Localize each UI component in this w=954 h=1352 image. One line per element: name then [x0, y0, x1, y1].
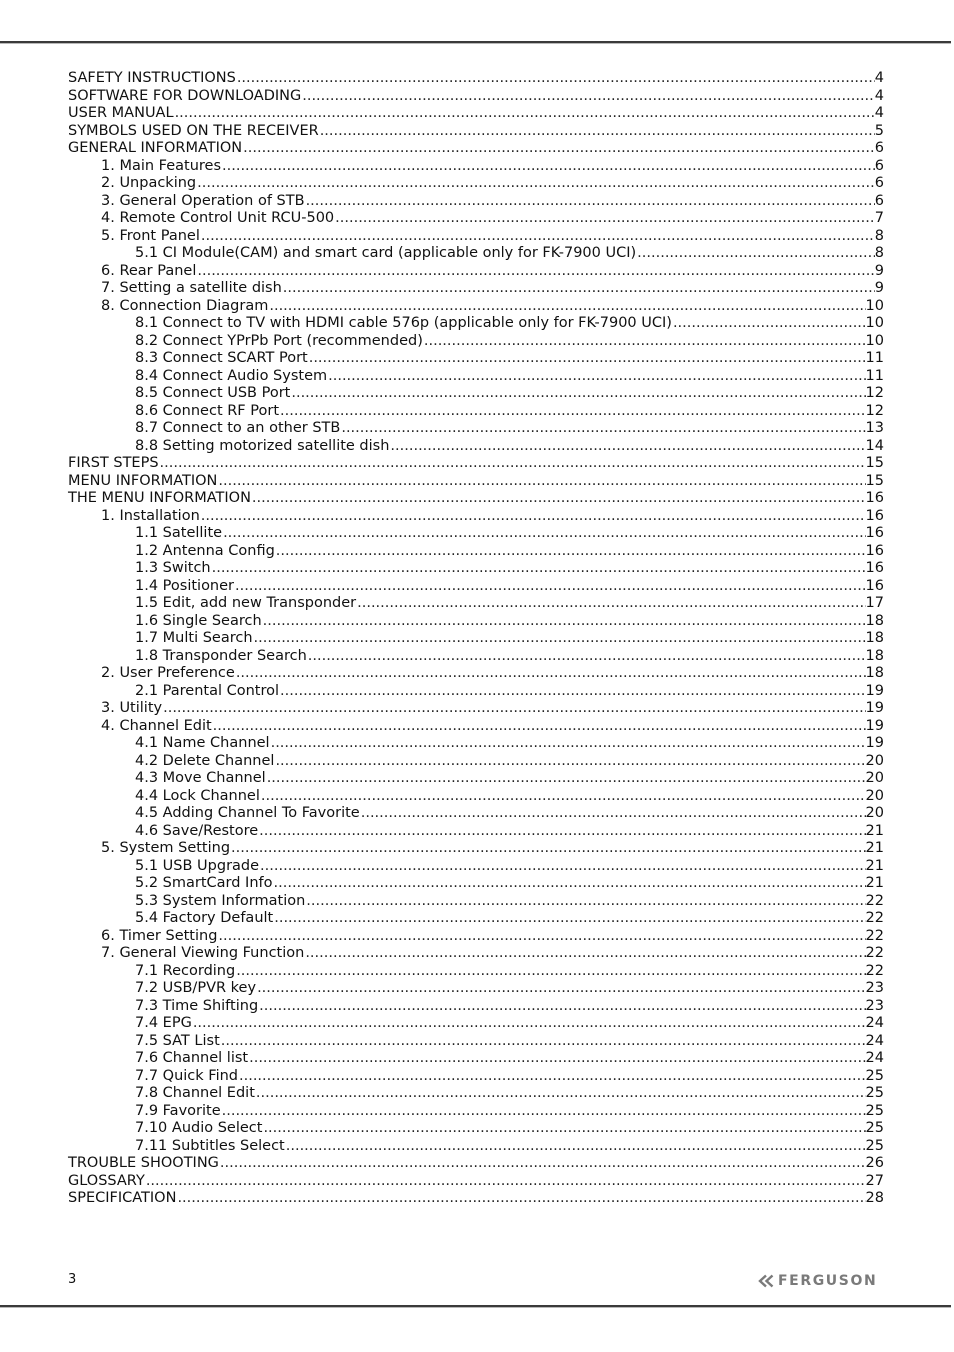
toc-entry	[68, 770, 884, 788]
toc-entry	[68, 333, 884, 351]
dot-leader	[212, 718, 866, 736]
dot-leader	[248, 1050, 865, 1068]
toc-entry-page: 22	[865, 927, 884, 944]
toc-entry	[68, 438, 884, 456]
toc-entry-page: 18	[865, 665, 884, 681]
dot-leader	[242, 140, 875, 158]
toc-entry	[68, 420, 884, 438]
dot-leader	[258, 998, 865, 1016]
toc-entry-page: 18	[865, 647, 884, 664]
toc-entry	[68, 560, 884, 578]
toc-entry-title: 5. Front Panel	[101, 227, 200, 244]
toc-entry	[68, 1120, 884, 1138]
dot-leader	[219, 1155, 866, 1173]
dot-leader	[273, 875, 866, 893]
toc-entry	[68, 963, 884, 981]
dot-leader	[251, 490, 866, 508]
dot-leader	[217, 928, 865, 946]
toc-entry	[68, 158, 884, 176]
toc-entry-page: 25	[865, 1137, 884, 1154]
dot-leader	[360, 805, 866, 823]
toc-entry-title: 8.5 Connect USB Port	[135, 385, 291, 401]
dot-leader	[238, 1068, 866, 1086]
toc-entry	[68, 368, 884, 386]
toc-entry	[68, 228, 884, 246]
toc-entry-title: 4.4 Lock Channel	[135, 787, 260, 804]
dot-leader	[253, 630, 866, 648]
dot-leader	[266, 770, 866, 788]
toc-entry	[68, 105, 884, 123]
toc-entry-title: USER MANUAL	[68, 105, 174, 121]
toc-entry	[68, 980, 884, 998]
toc-entry	[68, 718, 884, 736]
toc-entry-page: 10	[865, 315, 884, 331]
toc-entry	[68, 88, 884, 106]
dot-leader	[305, 893, 865, 911]
toc-entry	[68, 665, 884, 683]
toc-entry-page: 24	[865, 1015, 884, 1031]
dot-leader	[176, 1190, 865, 1208]
toc-entry	[68, 1103, 884, 1121]
toc-entry-page: 8	[874, 245, 884, 261]
toc-entry	[68, 683, 884, 701]
toc-entry-page: 11	[865, 367, 884, 384]
toc-entry-page: 23	[865, 980, 884, 996]
toc-entry-title: 4.1 Name Channel	[135, 735, 270, 751]
toc-entry-page: 10	[865, 332, 884, 349]
toc-entry-title: 2. Unpacking	[101, 175, 197, 191]
toc-entry-page: 4	[874, 105, 884, 121]
toc-entry-title: 7.11 Subtitles Select	[135, 1137, 285, 1154]
toc-entry	[68, 210, 884, 228]
toc-entry-title: 5.1 CI Module(CAM) and smart card (applicable only for FK-7900 UCI)	[135, 245, 637, 261]
dot-leader	[221, 158, 875, 176]
toc-entry-page: 24	[865, 1050, 884, 1066]
dot-leader	[279, 683, 866, 701]
dot-leader	[159, 455, 866, 473]
dot-leader	[275, 543, 866, 561]
toc-entry-page: 6	[874, 140, 884, 156]
dot-leader	[423, 333, 866, 351]
toc-entry-title: 7.6 Channel list	[135, 1050, 249, 1066]
toc-entry	[68, 123, 884, 141]
toc-entry-title: 3. General Operation of STB	[101, 192, 305, 209]
dot-leader	[270, 735, 866, 753]
toc-entry-page: 12	[865, 402, 884, 419]
toc-entry-page: 13	[865, 420, 884, 436]
dot-leader	[230, 840, 866, 858]
toc-entry-title: 5.1 USB Upgrade	[135, 857, 260, 874]
dot-leader	[636, 245, 875, 263]
toc-entry-page: 6	[874, 175, 884, 191]
toc-entry	[68, 998, 884, 1016]
toc-entry-page: 16	[865, 490, 884, 506]
toc-entry	[68, 805, 884, 823]
toc-entry-title: MENU INFORMATION	[68, 472, 218, 489]
dot-leader	[200, 228, 875, 246]
dot-leader	[162, 700, 865, 718]
toc-entry-page: 25	[865, 1120, 884, 1136]
toc-entry-title: 7.8 Channel Edit	[135, 1085, 255, 1101]
toc-entry	[68, 473, 884, 491]
dot-leader	[340, 420, 865, 438]
toc-entry-page: 6	[874, 157, 884, 174]
toc-entry-title: 4.5 Adding Channel To Favorite	[135, 805, 360, 821]
dot-leader	[327, 368, 865, 386]
toc-entry-page: 22	[865, 962, 884, 979]
toc-entry-page: 16	[865, 560, 884, 576]
toc-entry	[68, 1190, 884, 1208]
toc-entry	[68, 648, 884, 666]
dot-leader	[279, 403, 866, 421]
dot-leader	[260, 788, 866, 806]
toc-entry-title: SPECIFICATION	[68, 1190, 177, 1206]
toc-entry-title: 2. User Preference	[101, 665, 235, 681]
toc-entry-page: 4	[874, 70, 884, 86]
toc-entry-page: 21	[865, 875, 884, 891]
dot-leader	[274, 753, 865, 771]
dot-leader	[389, 438, 865, 456]
toc-entry	[68, 245, 884, 263]
toc-entry	[68, 945, 884, 963]
dot-leader	[258, 823, 865, 841]
toc-entry	[68, 753, 884, 771]
toc-entry-page: 25	[865, 1085, 884, 1101]
toc-entry-title: 4.2 Delete Channel	[135, 752, 275, 769]
toc-entry-page: 18	[865, 630, 884, 646]
toc-entry-title: 1.1 Satellite	[135, 525, 223, 541]
toc-entry-page: 4	[874, 87, 884, 104]
dot-leader	[301, 88, 875, 106]
toc-entry	[68, 175, 884, 193]
toc-entry-title: FIRST STEPS	[68, 455, 159, 471]
toc-entry-page: 15	[865, 472, 884, 489]
toc-entry	[68, 350, 884, 368]
header-rule	[0, 41, 951, 43]
toc-entry-page: 22	[865, 910, 884, 926]
toc-entry-title: 1.6 Single Search	[135, 612, 262, 629]
dot-leader	[672, 315, 866, 333]
toc-entry-page: 22	[865, 945, 884, 961]
toc-entry	[68, 315, 884, 333]
toc-entry	[68, 490, 884, 508]
toc-entry-page: 19	[865, 717, 884, 734]
toc-entry-title: 5.3 System Information	[135, 892, 306, 909]
toc-entry-page: 20	[865, 752, 884, 769]
toc-entry-title: 4.3 Move Channel	[135, 770, 266, 786]
toc-entry-page: 25	[865, 1102, 884, 1119]
toc-entry	[68, 70, 884, 88]
dot-leader	[307, 648, 866, 666]
toc-entry	[68, 1138, 884, 1156]
dot-leader	[319, 123, 875, 141]
toc-entry-title: 8.6 Connect RF Port	[135, 402, 280, 419]
toc-entry-page: 8	[874, 227, 884, 244]
dot-leader	[234, 578, 866, 596]
toc-entry	[68, 1050, 884, 1068]
toc-entry	[68, 1173, 884, 1191]
toc-entry	[68, 735, 884, 753]
toc-entry-title: 7.2 USB/PVR key	[135, 980, 257, 996]
dot-leader	[221, 1103, 866, 1121]
dot-leader	[217, 473, 865, 491]
toc-entry-title: 8.2 Connect YPrPb Port (recommended)	[135, 332, 423, 349]
toc-entry-title: 1.5 Edit, add new Transponder	[135, 595, 357, 611]
dot-leader	[262, 613, 866, 631]
dot-leader	[304, 945, 865, 963]
toc-entry	[68, 893, 884, 911]
toc-entry-title: THE MENU INFORMATION	[68, 490, 251, 506]
dot-leader	[222, 525, 865, 543]
dot-leader	[334, 210, 875, 228]
toc-entry-page: 7	[874, 210, 884, 226]
toc-entry-title: 1.8 Transponder Search	[135, 647, 307, 664]
toc-entry-title: 1. Installation	[101, 507, 200, 524]
toc-entry-page: 22	[865, 892, 884, 909]
toc-entry-title: 5.2 SmartCard Info	[135, 875, 273, 891]
toc-entry-title: 1.2 Antenna Config	[135, 542, 275, 559]
toc-entry-title: SAFETY INSTRUCTIONS	[68, 70, 236, 86]
toc-entry-title: GLOSSARY	[68, 1172, 145, 1189]
toc-entry-title: 4. Remote Control Unit RCU-500	[101, 210, 335, 226]
toc-entry-page: 24	[865, 1032, 884, 1049]
toc-entry-title: 7. General Viewing Function	[101, 945, 305, 961]
toc-entry-title: 8. Connection Diagram	[101, 297, 269, 314]
toc-entry-page: 20	[865, 770, 884, 786]
dot-leader	[235, 963, 865, 981]
toc-entry-page: 21	[865, 822, 884, 839]
toc-entry-page: 16	[865, 525, 884, 541]
toc-entry	[68, 1033, 884, 1051]
toc-entry-title: 7.9 Favorite	[135, 1102, 221, 1119]
toc-entry-page: 16	[865, 577, 884, 594]
toc-entry	[68, 910, 884, 928]
toc-entry	[68, 280, 884, 298]
dot-leader	[305, 193, 875, 211]
footer-rule	[0, 1305, 951, 1307]
dot-leader	[211, 560, 866, 578]
toc-entry	[68, 298, 884, 316]
toc-entry-title: 1.4 Positioner	[135, 577, 235, 594]
toc-entry	[68, 1155, 884, 1173]
toc-entry-page: 10	[865, 297, 884, 314]
toc-entry-title: 1. Main Features	[101, 157, 222, 174]
toc-entry	[68, 823, 884, 841]
dot-leader	[256, 980, 865, 998]
toc-entry-title: 3. Utility	[101, 700, 163, 716]
toc-entry-page: 14	[865, 437, 884, 454]
toc-entry-page: 21	[865, 840, 884, 856]
toc-entry-page: 17	[865, 595, 884, 611]
toc-entry-title: 8.8 Setting motorized satellite dish	[135, 437, 390, 454]
toc-entry-title: SYMBOLS USED ON THE RECEIVER	[68, 122, 319, 139]
toc-entry	[68, 1015, 884, 1033]
toc-entry	[68, 578, 884, 596]
toc-entry-page: 16	[865, 507, 884, 524]
toc-entry-page: 25	[865, 1067, 884, 1084]
dot-leader	[174, 105, 875, 123]
dot-leader	[268, 298, 865, 316]
toc-entry	[68, 1085, 884, 1103]
toc-entry-title: 8.3 Connect SCART Port	[135, 350, 308, 366]
ferguson-logo-icon	[757, 1274, 776, 1288]
toc-entry	[68, 508, 884, 526]
dot-leader	[235, 665, 866, 683]
dot-leader	[196, 263, 874, 281]
toc-list	[68, 70, 884, 1208]
toc-entry	[68, 1068, 884, 1086]
dot-leader	[192, 1015, 866, 1033]
toc-entry	[68, 613, 884, 631]
toc-entry	[68, 875, 884, 893]
toc-entry-page: 18	[865, 612, 884, 629]
toc-entry-title: 5.4 Factory Default	[135, 910, 274, 926]
toc-entry-page: 19	[865, 735, 884, 751]
toc-entry-page: 26	[865, 1155, 884, 1171]
toc-entry-page: 27	[865, 1172, 884, 1189]
toc-entry-page: 20	[865, 805, 884, 821]
toc-entry-page: 16	[865, 542, 884, 559]
toc-entry-page: 21	[865, 857, 884, 874]
toc-entry	[68, 385, 884, 403]
dot-leader	[259, 858, 866, 876]
toc-entry	[68, 700, 884, 718]
dot-leader	[262, 1120, 865, 1138]
toc-entry-title: SOFTWARE FOR DOWNLOADING	[68, 87, 302, 104]
toc-entry	[68, 630, 884, 648]
toc-entry-title: 7.5 SAT List	[135, 1032, 220, 1049]
dot-leader	[196, 175, 875, 193]
dot-leader	[220, 1033, 866, 1051]
toc-entry-title: TROUBLE SHOOTING	[68, 1155, 219, 1171]
dot-leader	[282, 280, 875, 298]
dot-leader	[145, 1173, 866, 1191]
toc-entry-title: 7.4 EPG	[135, 1015, 192, 1031]
toc-entry-page: 19	[865, 700, 884, 716]
toc-entry-page: 9	[874, 280, 884, 296]
toc-entry	[68, 840, 884, 858]
toc-entry-page: 23	[865, 997, 884, 1014]
toc-entry-title: 6. Timer Setting	[101, 927, 218, 944]
dot-leader	[308, 350, 866, 368]
toc-entry-page: 12	[865, 385, 884, 401]
toc-entry-title: 4. Channel Edit	[101, 717, 212, 734]
toc-entry-page: 28	[865, 1190, 884, 1206]
toc-entry-title: 8.4 Connect Audio System	[135, 367, 328, 384]
toc-entry-page: 5	[874, 122, 884, 139]
dot-leader	[200, 508, 866, 526]
toc-entry-page: 20	[865, 787, 884, 804]
toc-entry	[68, 525, 884, 543]
toc-entry-title: 5. System Setting	[101, 840, 231, 856]
toc-entry-title: 7.1 Recording	[135, 962, 236, 979]
dot-leader	[273, 910, 865, 928]
toc-entry	[68, 543, 884, 561]
brand-logo	[757, 1272, 877, 1290]
toc-entry	[68, 140, 884, 158]
toc-entry-title: 1.3 Switch	[135, 560, 211, 576]
toc-entry-page: 19	[865, 682, 884, 699]
toc-entry-title: 1.7 Multi Search	[135, 630, 253, 646]
toc-entry	[68, 595, 884, 613]
toc-entry	[68, 788, 884, 806]
toc-entry	[68, 455, 884, 473]
toc-entry-title: 4.6 Save/Restore	[135, 822, 259, 839]
toc-entry-title: 8.7 Connect to an other STB	[135, 420, 341, 436]
dot-leader	[290, 385, 865, 403]
toc-entry-page: 15	[865, 455, 884, 471]
toc-entry	[68, 858, 884, 876]
toc-entry-title: 7.3 Time Shifting	[135, 997, 259, 1014]
dot-leader	[285, 1138, 866, 1156]
dot-leader	[356, 595, 865, 613]
toc-entry	[68, 928, 884, 946]
toc-entry-title: GENERAL INFORMATION	[68, 140, 243, 156]
toc-entry	[68, 263, 884, 281]
toc-entry-title: 7.10 Audio Select	[135, 1120, 263, 1136]
dot-leader	[255, 1085, 866, 1103]
toc-entry-title: 8.1 Connect to TV with HDMI cable 576p (applicable only for FK-7900 UCI)	[135, 315, 672, 331]
toc-entry-page: 9	[874, 262, 884, 279]
toc-entry-page: 11	[865, 350, 884, 366]
page-number: 3	[68, 1272, 77, 1287]
toc-entry	[68, 403, 884, 421]
toc-entry-page: 6	[874, 192, 884, 209]
toc-entry-title: 7. Setting a satellite dish	[101, 280, 282, 296]
toc-entry-title: 6. Rear Panel	[101, 262, 197, 279]
toc-entry-title: 7.7 Quick Find	[135, 1067, 238, 1084]
toc-entry	[68, 193, 884, 211]
toc-entry-title: 2.1 Parental Control	[135, 682, 280, 699]
dot-leader	[236, 70, 875, 88]
brand-logo-text: FERGUSON	[778, 1273, 878, 1289]
